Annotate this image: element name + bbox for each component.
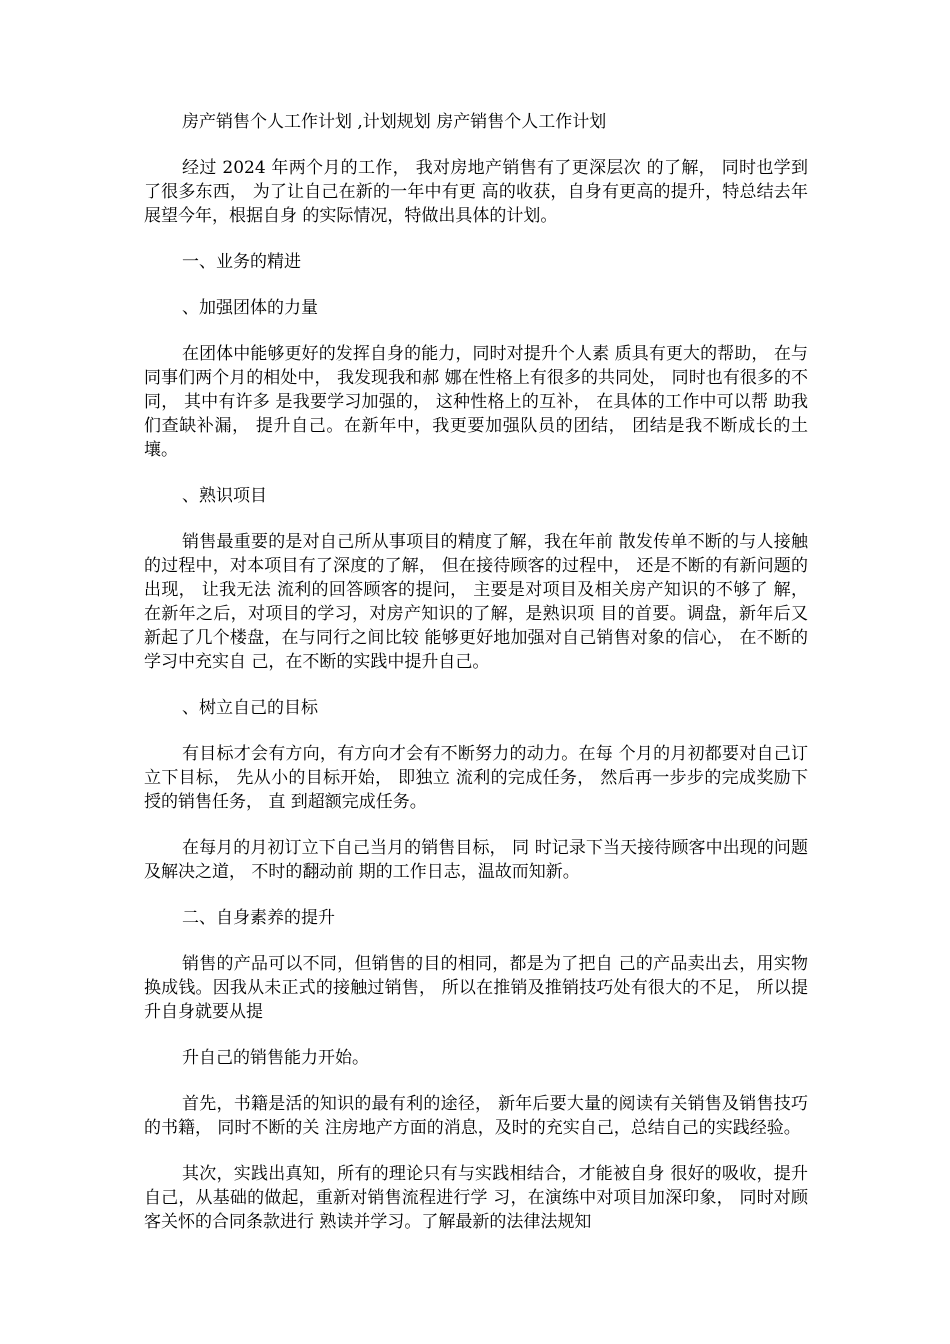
paragraph-goals-1: 有目标才会有方向，有方向才会有不断努力的动力。在每 个月的月初都要对自己订立下目标， 先从小的目标开始， 即独立 流利的完成任务， 然后再一步步的完成奖励下授的销售任务， 直 到超额完成任务。 <box>144 744 808 812</box>
subheading-team: 、加强团体的力量 <box>182 298 318 318</box>
paragraph-goals-2: 在每月的月初订立下自己当月的销售目标， 同 时记录下当天接待顾客中出现的问题及解决之道， 不时的翻动前 期的工作日志，温故而知新。 <box>144 838 808 882</box>
paragraph-books: 首先，书籍是活的知识的最有利的途径， 新年后要大量的阅读有关销售及销售技巧的书籍， 同时不断的关 注房地产方面的消息，及时的充实自己，总结自己的实践经验。 <box>144 1094 808 1138</box>
paragraph-team: 在团体中能够更好的发挥自身的能力，同时对提升个人素 质具有更大的帮助， 在与同事们两个月的相处中， 我发现我和郝 娜在性格上有很多的共同处， 同时也有很多的不同， 其中有许多 是我要学习加强的， 这种性格上的互补， 在具体的工作中可以帮 助我们查缺补漏， 提升自己。在新年中，我更要加强队员的团结， 团结是我不断成长的土壤。 <box>144 344 808 460</box>
document-title: 房产销售个人工作计划 ,计划规划 房产销售个人工作计划 <box>182 112 607 132</box>
subheading-project: 、熟识项目 <box>182 486 267 506</box>
document-body <box>144 110 808 1256</box>
subheading-goals: 、树立自己的目标 <box>182 698 318 718</box>
section-heading-business: 一、业务的精进 <box>182 252 301 272</box>
paragraph-project: 销售最重要的是对自己所从事项目的精度了解，我在年前 散发传单不断的与人接触的过程中，对本项目有了深度的了解， 但在接待顾客的过程中， 还是不断的有新问题的出现， 让我无法 流利的回答顾客的提问， 主要是对项目及相关房产知识的不够了 解，在新年之后，对项目的学习，对房产知识的了解，是熟识项 目的首要。调盘，新年后又新起了几个楼盘，在与同行之间比较 能够更好地加强对自己销售对象的信心， 在不断的学习中充实自 己，在不断的实践中提升自己。 <box>144 532 808 672</box>
paragraph-self-1: 销售的产品可以不同，但销售的目的相同，都是为了把自 己的产品卖出去，用实物换成钱。因我从未正式的接触过销售， 所以在推销及推销技巧处有很大的不足， 所以提升自身就要从提 <box>144 954 808 1022</box>
paragraph-practice: 其次，实践出真知，所有的理论只有与实践相结合，才能被自身 很好的吸收，提升自己，从基础的做起，重新对销售流程进行学 习，在演练中对项目加深印象， 同时对顾客关怀的合同条款进行 熟读并学习。了解最新的法律法规知 <box>144 1164 808 1232</box>
section-heading-self: 二、自身素养的提升 <box>182 908 335 928</box>
intro-paragraph: 经过 2024 年两个月的工作， 我对房地产销售有了更深层次 的了解， 同时也学到了很多东西， 为了让自己在新的一年中有更 高的收获，自身有更高的提升，特总结去年展望今年，根据自身 的实际情况，特做出具体的计划。 <box>144 158 808 226</box>
paragraph-self-2: 升自己的销售能力开始。 <box>182 1048 369 1068</box>
